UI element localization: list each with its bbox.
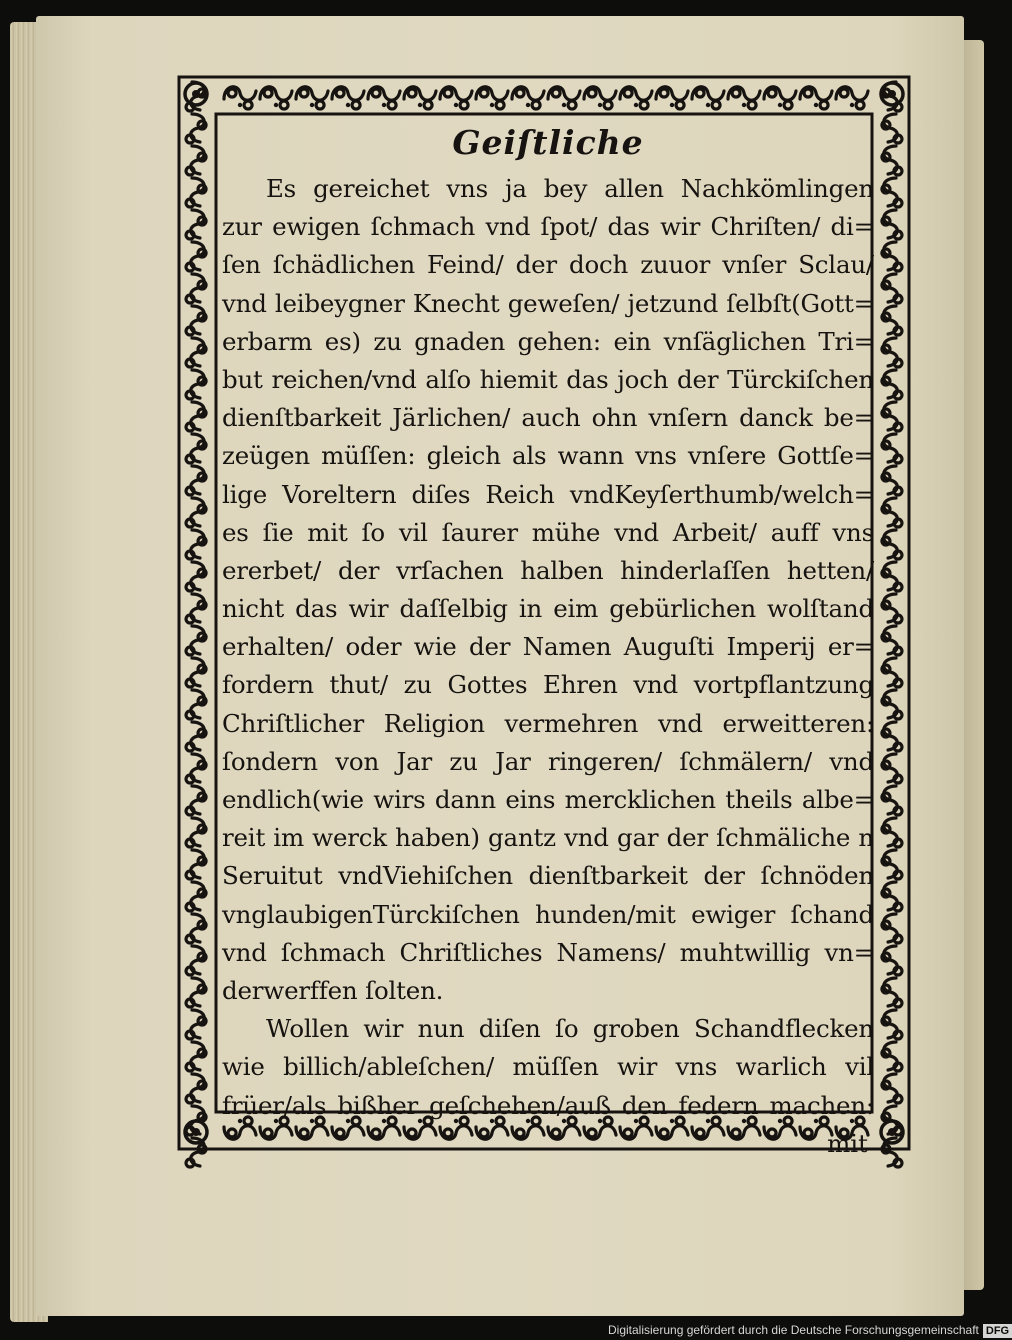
border-scroll-motif <box>882 178 902 207</box>
border-scroll-motif <box>186 946 206 975</box>
border-corner-dot <box>192 90 200 98</box>
text-block <box>222 116 874 1163</box>
border-scroll-motif <box>836 87 868 109</box>
text-line: vnd ſchmach Chriſtliches Namens/ muhtwillig vn= <box>222 937 874 967</box>
text-line: ererbet/ der vrſachen halben hinderlaſſen hetten/ <box>222 555 874 585</box>
border-scroll-motif <box>186 914 206 943</box>
catchword: mit <box>827 1128 868 1158</box>
border-scroll-motif <box>186 466 206 495</box>
border-scroll-motif <box>692 87 724 109</box>
border-scroll-motif <box>800 87 832 109</box>
border-scroll-motif <box>882 1042 902 1071</box>
border-scroll-motif <box>882 306 902 335</box>
border-scroll-motif <box>186 978 206 1007</box>
border-scroll-motif <box>224 87 256 109</box>
text-line: endlich(wie wirs dann eins mercklichen theils albe= <box>222 785 874 814</box>
border-scroll-motif <box>186 562 206 591</box>
border-scroll-motif <box>512 87 544 109</box>
text-line: erbarm es) zu gnaden gehen: ein vnſäglichen Tri= <box>222 326 874 356</box>
border-scroll-motif <box>882 818 902 847</box>
border-scroll-motif <box>186 1074 206 1103</box>
border-scroll-motif <box>882 146 902 175</box>
border-scroll-motif <box>186 146 206 175</box>
border-scroll-motif <box>882 338 902 367</box>
border-scroll-motif <box>882 882 902 911</box>
border-scroll-motif <box>882 370 902 399</box>
text-line: dienſtbarkeit Järlichen/ auch ohn vnſern danck be= <box>222 403 874 433</box>
text-line: zur ewigen ſchmach vnd ſpot/ das wir Chriſten/ di= <box>222 212 874 242</box>
text-line: es ſie mit ſo vil ſaurer mühe vnd Arbeit/ auff vns <box>222 517 874 547</box>
border-scroll-motif <box>882 434 902 463</box>
border-scroll-motif <box>882 914 902 943</box>
border-scroll-motif <box>882 658 902 687</box>
border-scroll-motif <box>186 498 206 527</box>
border-scroll-motif <box>882 498 902 527</box>
border-scroll-motif <box>186 594 206 623</box>
border-scroll-motif <box>186 434 206 463</box>
border-scroll-motif <box>882 690 902 719</box>
border-scroll-motif <box>186 690 206 719</box>
border-scroll-motif <box>186 114 206 143</box>
border-scroll-motif <box>186 370 206 399</box>
border-scroll-motif <box>620 87 652 109</box>
border-scroll-motif <box>882 594 902 623</box>
border-scroll-motif <box>882 1010 902 1039</box>
border-scroll-motif <box>548 87 580 109</box>
border-scroll-motif <box>404 87 436 109</box>
border-scroll-motif <box>882 626 902 655</box>
border-scroll-motif <box>882 978 902 1007</box>
border-scroll-motif <box>186 274 206 303</box>
border-scroll-motif <box>186 402 206 431</box>
text-line: zeügen müſſen: gleich als wann vns vnſere Gottſe= <box>222 441 874 471</box>
border-scroll-motif <box>584 87 616 109</box>
next-page-edge <box>962 40 984 1290</box>
border-corner-dot <box>888 1128 896 1136</box>
border-scroll-motif <box>368 87 400 109</box>
digitization-credit <box>608 1321 1012 1339</box>
text-line: fordern thut/ zu Gottes Ehren vnd vortpflantzung <box>222 670 874 700</box>
border-scroll-motif <box>882 402 902 431</box>
text-line: Seruitut vndViehiſchen dienſtbarkeit der ſchnöden <box>222 861 874 891</box>
border-scroll-motif <box>882 786 902 815</box>
border-scroll-motif <box>882 242 902 271</box>
border-scroll-motif <box>882 274 902 303</box>
border-scroll-motif <box>882 114 902 143</box>
text-line: reit im werck haben) gantz vnd gar der ſchmäliche n <box>222 823 874 853</box>
border-scroll-motif <box>186 882 206 911</box>
border-corner-dot <box>888 90 896 98</box>
border-scroll-motif <box>186 1042 206 1071</box>
text-line: ſen ſchädlichen Feind/ der doch zuuor vnſer Sclau/ <box>222 250 874 280</box>
border-scroll-motif <box>186 306 206 335</box>
border-scroll-motif <box>882 562 902 591</box>
border-scroll-motif <box>186 338 206 367</box>
border-corner-dot <box>192 1128 200 1136</box>
border-scroll-motif <box>186 786 206 815</box>
border-scroll-motif <box>186 722 206 751</box>
running-heading: Geiſtliche <box>452 123 644 162</box>
border-scroll-motif <box>764 87 796 109</box>
border-scroll-motif <box>186 754 206 783</box>
border-scroll-motif <box>656 87 688 109</box>
text-line: früer/als bißher geſchehen/auß den federn machen: <box>222 1090 874 1120</box>
text-line: Es gereichet vns ja bey allen Nachkömlingen <box>266 174 874 203</box>
border-scroll-motif <box>186 178 206 207</box>
text-line: nicht das wir daſſelbig in eim gebürlichen wolſtand <box>222 594 874 624</box>
dfg-logo: DFG <box>983 1324 1012 1338</box>
border-scroll-motif <box>186 1010 206 1039</box>
border-scroll-motif <box>882 946 902 975</box>
text-line: Wollen wir nun diſen ſo groben Schandflecken <box>266 1014 874 1044</box>
border-scroll-motif <box>882 722 902 751</box>
border-scroll-motif <box>186 658 206 687</box>
border-scroll-motif <box>882 754 902 783</box>
border-scroll-motif <box>186 850 206 879</box>
text-line: vnglaubigenTürckiſchen hunden/mit ewiger ſchand <box>222 899 874 929</box>
border-scroll-motif <box>882 1074 902 1103</box>
text-line: derwerffen ſolten. <box>222 975 444 1005</box>
border-scroll-motif <box>186 242 206 271</box>
text-line: but reichen/vnd alſo hiemit das joch der Türckiſchen <box>222 364 874 394</box>
credit-text: Digitalisierung gefördert durch die Deutsche Forschungsgemeinschaft <box>608 1323 979 1337</box>
text-line: vnd leibeygner Knecht geweſen/ jetzund ſelbſt(Gott= <box>222 288 874 318</box>
border-scroll-motif <box>728 87 760 109</box>
text-line: Chriſtlicher Religion vermehren vnd erweitteren: <box>222 708 874 738</box>
border-scroll-motif <box>186 530 206 559</box>
border-scroll-motif <box>882 850 902 879</box>
border-scroll-motif <box>186 210 206 239</box>
border-scroll-motif <box>186 818 206 847</box>
border-scroll-motif <box>440 87 472 109</box>
border-scroll-motif <box>186 626 206 655</box>
border-scroll-motif <box>332 87 364 109</box>
border-scroll-motif <box>476 87 508 109</box>
border-scroll-motif <box>882 210 902 239</box>
border-scroll-motif <box>296 87 328 109</box>
border-scroll-motif <box>882 530 902 559</box>
text-line: erhalten/ oder wie der Namen Auguſti Imperij er= <box>222 632 874 662</box>
text-line: lige Voreltern diſes Reich vndKeyſerthumb/welch= <box>222 479 874 509</box>
border-scroll-motif <box>882 466 902 495</box>
text-line: wie billich/ableſchen/ müſſen wir vns warlich vil <box>222 1052 874 1082</box>
text-line: ſondern von Jar zu Jar ringeren/ ſchmälern/ vnd <box>222 746 874 776</box>
border-scroll-motif <box>260 87 292 109</box>
